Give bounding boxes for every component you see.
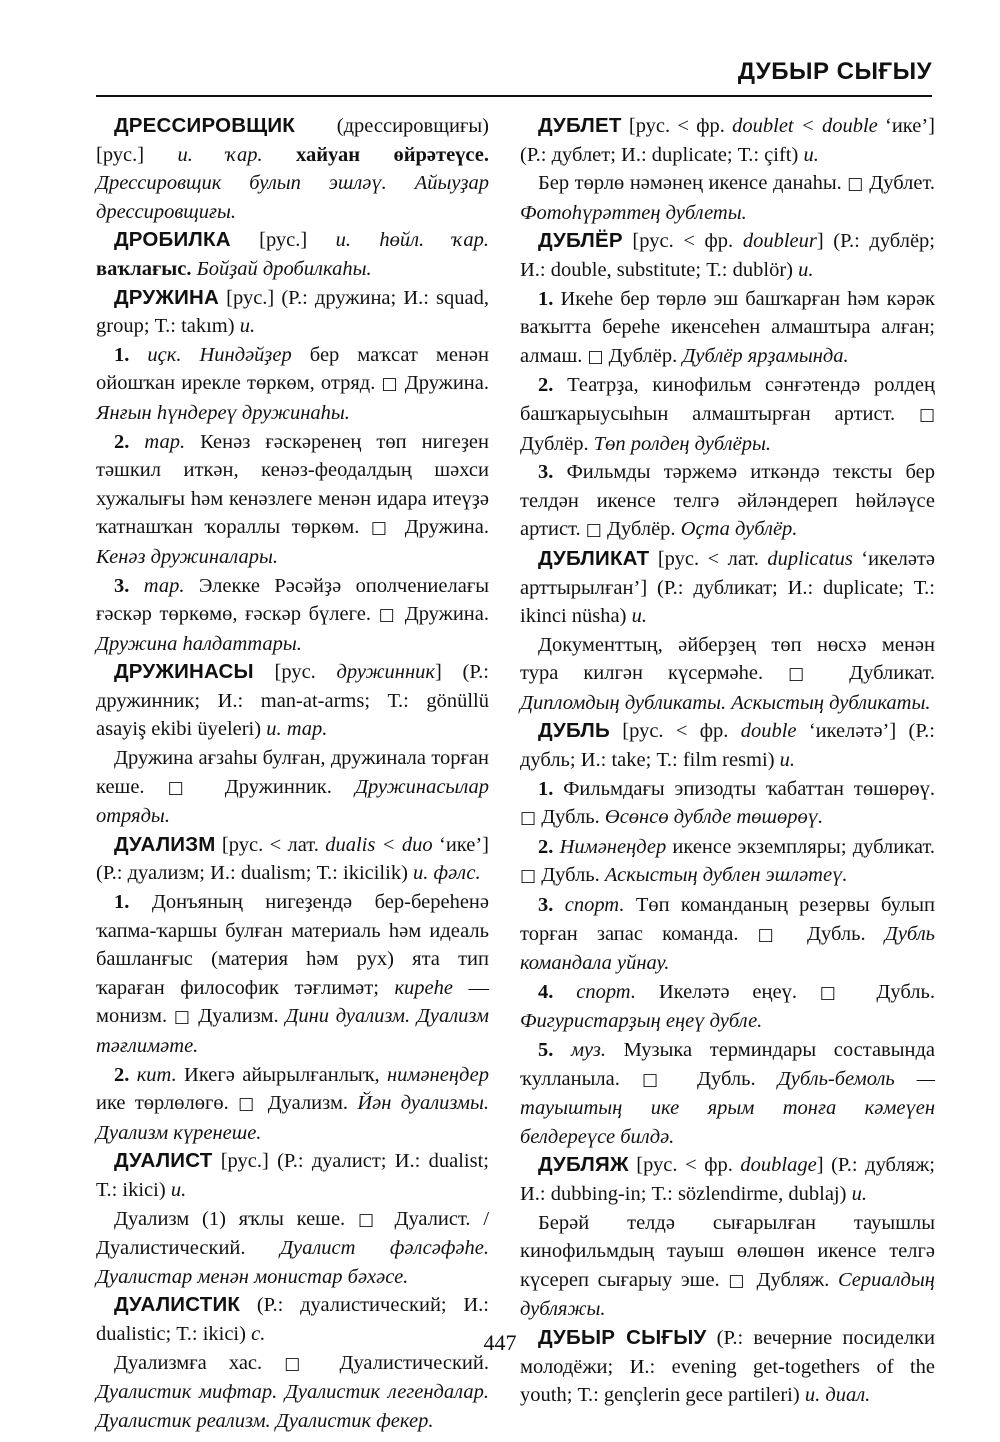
italic-text: и. фәлс. [413,862,481,885]
text: (Р.: дуалистический; И.: dualistic; Т.: ikici) [96,1294,489,1345]
text: [рус. < фр. [609,720,741,743]
text [553,981,576,1003]
example-marker: □ [728,1270,748,1291]
entry-definition-line [96,831,489,888]
italic-text: и. ҡар. [177,143,263,166]
text: ‘ике’] (Р.: дуализм; И.: dualism; Т.: ikicilik) [96,833,490,885]
bold-text: 3. [538,461,554,484]
headword: ДУБЫР СЫҒЫУ [538,1325,707,1349]
italic-text: Фотоһүрәттең дублеты. [520,201,747,224]
text: Дружина. [398,372,490,395]
italic-text: и. [798,258,814,281]
bold-text: 2. [538,835,554,858]
text: Дублёр. [520,432,594,455]
entry-drobilka [96,226,489,283]
text: [рус. < лат. [649,547,768,570]
italic-text: Йән дуализмы. Дуализм күренеше. [96,1092,489,1144]
example-marker: □ [370,518,394,539]
italic-text: Дини дуализм. Дуализм тәғлимәте. [96,1005,489,1057]
italic-text: Дуалист фәлсәфәһе. Дуалистар менән монистар бәхәсе. [96,1237,489,1288]
right-column [520,112,935,1410]
text: Дубликат. [824,662,935,685]
italic-text: Дубль-бемоль — тауыштың ике ярым тонға кәмеүен белдереүсе билдә. [520,1067,936,1148]
text: Дуалистический. [317,1351,489,1374]
text: Кенәз ғәскәренең төп нигеҙен тәшкил иткән, кенәз-феодалдың шәхси хужалығы һәм кенәзлеге менән идара итеүҙә ҡатнашҡан ҡораллы төркөм. [96,430,489,539]
headword: ДУБЛЯЖ [538,1153,629,1177]
text: Дуализм. [258,1092,358,1115]
italic-text: Янғын һүндереү дружинаһы. [96,401,350,424]
text: Бер төрлө нәмәнең икенсе данаһы. [538,172,848,195]
text: Фильмдағы эпизодты ҡабаттан төшөрөү. [553,777,935,800]
text: Дружинник. [201,775,355,798]
example-marker: □ [641,1069,675,1090]
headword: ДРУЖИНАСЫ [114,660,254,684]
italic-text: с. [251,1322,266,1345]
sense-paragraph [520,371,935,458]
italic-text: Дипломдың дубликаты. Аскыстың дубликаты. [520,691,931,714]
entry-definition-line [96,658,489,744]
text: Дуализм (1) яҡлы кеше. [114,1207,358,1230]
italic-text: doublet < double [732,115,878,137]
headword: ДУАЛИСТИК [114,1293,241,1317]
entry-definition-line [520,545,935,631]
text [553,894,564,916]
sense-paragraph [520,458,935,545]
example-marker: □ [173,1007,192,1028]
example-marker: □ [819,982,854,1003]
example-marker: □ [585,520,602,541]
entry-dualist [96,1147,489,1291]
italic-text: иҫк. Ниндәйҙер [147,343,292,366]
sense-paragraph [520,891,935,978]
text: ] (Р.: дружинник; И.: man-at-arms; Т.: gönüllü asayiş ekibi üyeleri) [96,661,490,741]
sense-paragraph [520,775,935,833]
text: Дубль. [536,864,605,887]
italic-text: дружинник [336,661,435,684]
bold-text: ваҡлағыс. [96,257,192,280]
text: ‘ике’] (Р.: дублет; И.: duplicate; Т.: çift) [520,115,935,166]
italic-text: и. [170,1178,187,1201]
entry-definition-line [96,226,489,283]
entry-definition-line [96,1147,489,1204]
text: [рус. < лат. [215,833,326,856]
italic-text: Аскыстың дублен эшләтеү. [604,864,848,887]
italic-text: dualis < duo [325,833,433,856]
headword: ДУБЛЬ [538,719,610,743]
text: — монизм. [96,976,489,1028]
italic-text: Дрессировщик булып эшләү. Айыуҙар дрессировщиғы. [96,172,489,223]
italic-text: Дублёр ярҙамында. [682,344,849,367]
text [129,431,144,453]
italic-text: Дуалистик мифтар. Дуалистик легендалар. Дуалистик реализм. Дуалистик фекер. [96,1381,489,1432]
text: ‘икеләтә’] (Р.: дубль; И.: take; Т.: film resmi) [520,720,935,772]
example-marker: □ [378,605,398,626]
bold-text: 2. [538,374,554,397]
text: Дубляж. [747,1268,838,1291]
bold-text: 2. [114,430,130,453]
sense-paragraph [520,1209,935,1324]
text: [рус. < фр. [621,115,733,137]
italic-text: doublage [740,1154,817,1177]
sense-paragraph [520,978,935,1036]
headword: ДУАЛИСТ [114,1149,213,1173]
text: Музыка терминдары составында ҡулланыла. [520,1039,935,1090]
text: [рус. [253,661,337,684]
example-marker: □ [520,866,537,887]
text: Берәй телдә сығарылған тауышлы кинофильмдың тауыш өлөшөн икенсе телгә күсереп сығарыу эше. [520,1211,935,1291]
text: икенсе экземпляры; дубликат. [666,835,936,858]
sense-paragraph [96,1061,489,1148]
text: Дружина. [397,603,489,626]
headword: ДУАЛИЗМ [114,832,216,856]
text: Дуализм. [191,1005,286,1028]
example-marker: □ [357,1209,382,1230]
text: ‘икеләтә арттырылған’] (Р.: дубликат; И.: duplicate; Т.: ikinci nüsha) [520,547,936,628]
bold-text: 5. [538,1039,554,1061]
text: Донъяның нигеҙендә бер-береһенә ҡапма-ҡаршы булған материаль һәм идеаль башланғыс (материя һәм рух) ята тип ҡараған философик тәғлимәт; [96,891,489,999]
text: ] (Р.: дублёр; И.: double, substitute; Т.: dublör) [520,230,936,281]
text: Дубль. [674,1067,778,1090]
italic-text: и. [631,605,647,628]
italic-text: Кенәз дружиналары. [96,545,278,568]
entry-druzhinasy [96,658,489,831]
text [129,1064,136,1086]
text: ] (Р.: дубляж; И.: dubbing-in; Т.: sözlendirme, dublaj) [520,1154,935,1205]
bold-text: 2. [114,1063,130,1086]
text: Театрҙа, кинофильм сәнғәтендә ролдең башҡарыусыһын алмаштырған артист. [520,374,935,425]
italic-text: Дубль командала уйнау. [520,922,935,975]
italic-text: и. [851,1182,867,1205]
entry-dubl [520,717,935,1151]
entry-dressirovshchik [96,112,489,226]
entry-druzhina [96,284,489,659]
italic-text: и. [779,749,796,772]
entry-dualistik [96,1291,489,1435]
entry-dublikat [520,545,935,718]
italic-text: и. һөйл. ҡар. [335,229,489,252]
italic-text: и. [803,143,819,166]
text: (дрессировщиғы) [рус.] [96,115,489,166]
text: Дуализмға хас. [114,1351,285,1374]
headword: ДУБЛИКАТ [538,546,650,570]
italic-text: Фигуристарҙың еңеү дубле. [520,1010,763,1033]
italic-text: Бойҙай дробилкаһы. [196,257,372,280]
text: Дубль. [853,980,936,1003]
bold-text: 4. [538,980,554,1003]
italic-text: и. [239,315,256,338]
headword: ДУБЛЁР [538,229,623,253]
italic-text: doubleur [742,230,817,253]
sense-paragraph [520,169,935,227]
text: ике төрлөлөгө. [96,1092,239,1115]
italic-text: Сериалдың дубляжы. [520,1268,935,1321]
sense-paragraph [520,285,935,372]
sense-paragraph [520,631,935,718]
text: Төп команданың резервы булып торған запас команда. [520,894,935,945]
example-marker: □ [381,374,399,395]
text: Дуалист. / Дуалистический. [96,1207,490,1260]
entry-dublyazh [520,1151,935,1324]
text [129,575,143,597]
text: Икегә айырылғанлыҡ, [176,1063,387,1086]
text: Дубль. [536,806,605,829]
running-head: ДУБЫР СЫҒЫУ [737,58,932,85]
example-marker: □ [918,404,935,425]
italic-text: муз. [570,1039,606,1061]
sense-paragraph [520,833,935,891]
example-marker: □ [788,664,825,685]
text [553,1039,571,1061]
italic-text: Дружина һалдаттары. [96,632,302,655]
italic-text: киреһе [394,976,453,999]
italic-text: тар. [143,574,185,597]
text [129,344,147,366]
bold-text: 1. [114,343,130,366]
entry-definition-line [520,112,935,169]
sense-paragraph [96,888,489,1061]
text: (Р.: вечерние посиделки молодёжи; И.: evening get-togethers of the youth; Т.: gençlerin gece partileri) [520,1326,935,1407]
entry-dublyor [520,227,935,545]
text: бер маҡсат менән ойошҡан ирекле төркөм, отряд. [96,343,489,395]
example-marker: □ [847,174,864,195]
entry-definition-line [520,227,935,284]
italic-text: нимәнеңдер [386,1063,489,1086]
left-column [96,112,489,1435]
italic-text: кит. [136,1063,177,1086]
entry-definition-line [520,1151,935,1208]
italic-text: тар. [144,430,186,453]
text: Дублет. [863,172,936,195]
bold-text: 1. [114,891,130,914]
italic-text: и. тар. [266,718,328,741]
text: Икеләтә еңеү. [635,980,820,1003]
example-marker: □ [520,808,537,829]
header-rule [96,95,932,97]
sense-paragraph [96,744,489,831]
sense-paragraph [96,341,489,428]
headword: ДРУЖИНА [114,285,220,309]
headword: ДРЕССИРОВЩИК [114,114,295,137]
italic-text: спорт. [564,894,625,917]
italic-text: double [740,720,797,743]
text: Документтың, әйберҙең төп нөсхә менән тура килгән күсермәһе. [520,633,935,685]
italic-text: Оҫта дублёр. [680,518,798,541]
text: Дружина ағзаһы булған, дружинала торған кеше. [96,747,489,798]
text: Дубль. [787,922,885,945]
text: Дублёр. [603,344,683,367]
text: Элекке Рәсәйҙә ополчениелағы ғәскәр төркөмө, ғәскәр бүлеге. [96,574,490,626]
text: [рус.] (Р.: дружина; И.: squad, group; Т.: takım) [96,286,489,338]
example-marker: □ [238,1094,259,1115]
text: Икеһе бер төрлө эш башҡарған һәм кәрәк ваҡытта береһе икенсеһен алмаштыра алған; алмаш. [520,287,935,367]
sense-paragraph [96,1349,489,1436]
text: [рус.] [230,229,336,252]
italic-text: и. диал. [804,1384,871,1407]
bold-text: 1. [538,777,554,800]
italic-text: duplicatus [767,547,853,570]
sense-paragraph [96,1205,489,1292]
sense-paragraph [520,1036,935,1151]
example-marker: □ [284,1353,318,1374]
entry-definition-line [96,284,489,341]
text: [рус. < фр. [628,1154,741,1177]
entry-definition-line [520,717,935,774]
italic-text: спорт. [576,980,636,1003]
text: Дружина. [393,516,489,539]
page-number: 447 [483,1330,517,1355]
entry-dublet [520,112,935,227]
italic-text: Дружинасылар отряды. [96,775,490,828]
example-marker: □ [587,346,604,367]
bold-text: 1. [538,287,554,310]
italic-text: Өсөнсө дублде төшөрөү. [604,806,824,829]
headword: ДУБЛЕТ [538,114,622,137]
italic-text: Нимәнеңдер [559,835,667,858]
bold-text: 3. [538,894,554,917]
entry-definition-line [96,112,489,226]
example-marker: □ [167,777,202,798]
bold-text: 3. [114,574,130,597]
text: [рус.] (Р.: дуалист; И.: dualist; Т.: ikici) [96,1150,489,1201]
entry-dualizm [96,831,489,1148]
example-marker: □ [757,924,788,945]
text: [рус. < фр. [622,230,743,253]
text: Фильмды тәржемә иткәндә тексты бер телдән икенсе телгә әйләндереп һөйләүсе артист. [520,461,935,541]
sense-paragraph [96,428,489,572]
sense-paragraph [96,572,489,659]
italic-text: Төп ролдең дублёры. [593,432,771,455]
headword: ДРОБИЛКА [114,228,231,252]
text: Дублёр. [601,518,681,541]
bold-text: хайуан өйрәтеүсе. [262,143,489,166]
